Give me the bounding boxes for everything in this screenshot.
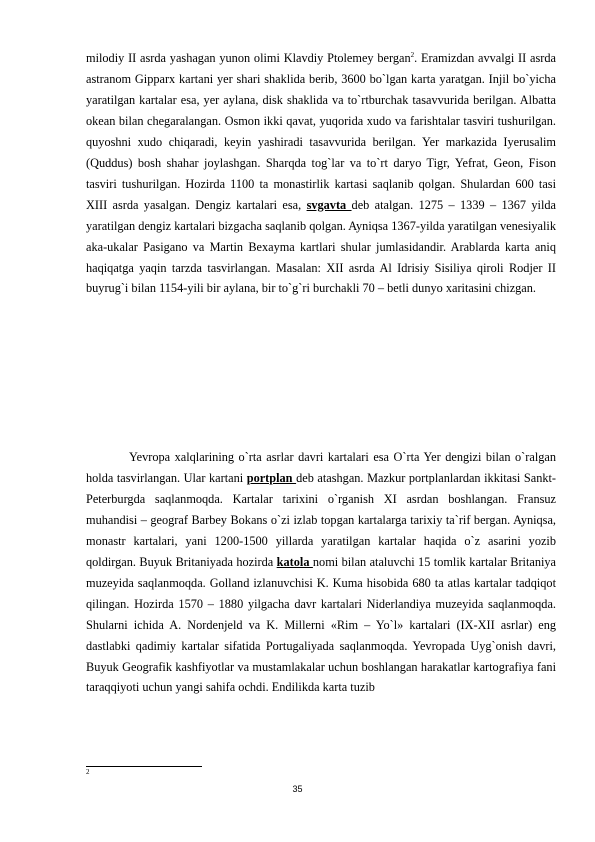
footnote-mark: 2	[86, 768, 90, 776]
paragraph-1-text-c: deb atalgan. 1275 – 1339 – 1367 yilda yaratilgan dengiz kartalari bizgacha saqlanib qolgan. Ayniqsa 1367-yilda yaratilgan venesiyalik aka-ukalar Pasigano va Martin Bexayma kartlari shular jumlasidandir. Arablarda karta aniq haqiqatga yaqin tarzda tasvirlangan. Masalan: XII asrda Al Idrisiy Sisiliya qiroli Rodjer II buyrug`i bilan 1154-yili bir aylana, bir to`g`ri burchakli 70 – betli dunyo xaritasini chizgan.	[86, 197, 556, 296]
paragraph-2-text-a: Yevropa xalqlarining o`rta asrlar davri kartalari esa O`rta Yer dengizi bilan o`ralgan holda tasvirlangan. Ular kartani	[86, 450, 556, 485]
paragraph-1-text-a: milodiy II asrda yashagan yunon olimi Klavdiy Ptolemey bergan	[86, 51, 411, 65]
term-katola: katola	[276, 554, 313, 569]
page-number: 35	[292, 784, 303, 794]
paragraph-1	[86, 48, 556, 299]
term-svgavta: svgavta	[306, 197, 352, 212]
footnote-divider	[86, 766, 202, 767]
paragraph-1-text-b: . Eramizdan avvalgi II asrda astranom Gipparx kartani yer shari shaklida berib, 3600 bo`lgan karta yaratgan. Injil bo`yicha yaratilgan kartalar esa, yer aylana, disk shaklida va to`rtburchak tasavvurida berilgan. Albatta okean bilan chegaralangan. Osmon ikki qavat, yuqorida xudo va farishtalar tasviri tushurilgan. quyoshni xudo chiqaradi, keyin yashiradi tasavvurida berilgan. Yer markazida Iyerusalim (Quddus) bosh shahar joylashgan. Sharqda tog`lar va to`rt daryo Tigr, Yefrat, Geon, Fison tasviri tushurilgan. Hozirda 1100 ta monastirlik kartasi saqlanib qolgan. Shulardan 600 tasi XIII asrda yasalgan. Dengiz kartalari esa,	[86, 51, 556, 212]
paragraph-2-text-c: nomi bilan ataluvchi 15 tomlik kartalar Britaniya muzeyida saqlanmoqda. Golland izlanuvchisi K. Kuma hisobida 680 ta atlas kartalar tadqiqot qilingan. Hozirda 1570 – 1880 yilgacha davr kartalari Niderlandiya muzeyida saqlanmoqda. Shularni ichida A. Nordenjeld va K. Millerni «Rim – Yo`l» kartalari (IX-XII asrlar) eng dastlabki qadimiy kartalar sifatida Portugaliyada saqlanmoqda. Yevropada Uyg`onish davri, Buyuk Geografik kashfiyotlar va mustamlakalar uchun boshlangan harakatlar kartografiya fani taraqqiyoti uchun yangi sahifa ochdi. Endilikda karta tuzib	[86, 554, 557, 695]
paragraph-2	[86, 447, 556, 698]
term-portplan: portplan	[246, 470, 297, 485]
footnote-reference[interactable]: 2	[410, 50, 415, 59]
paragraph-2-text-b: deb atashgan. Mazkur portplanlardan ikkitasi Sankt-Peterburgda saqlanmoqda. Kartalar tarixini o`rganish XI asrdan boshlangan. Fransuz muhandisi – geograf Barbey Bokans o`zi izlab topgan kartalarga tarixiy ta`rif bergan. Ayniqsa, monastr kartalari, yani 1200-1500 yillarda yaratilgan kartalar haqida o`z asarini yozib qoldirgan. Buyuk Britaniyada hozirda	[86, 470, 557, 569]
